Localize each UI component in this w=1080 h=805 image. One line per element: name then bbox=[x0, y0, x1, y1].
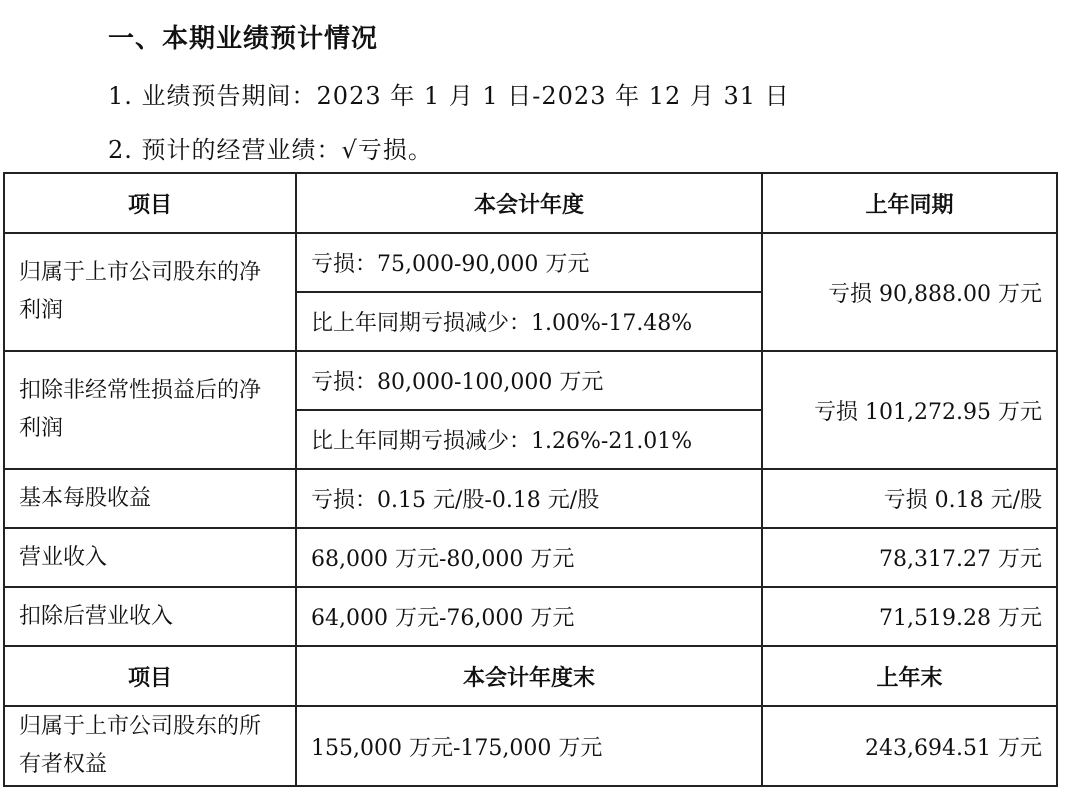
header2-prior-year-end: 上年末 bbox=[762, 646, 1057, 706]
forecast-result: 2. 预计的经营业绩：√亏损。 bbox=[108, 136, 433, 164]
eps-current: 亏损：0.15 元/股-0.18 元/股 bbox=[296, 469, 762, 528]
row-label-net-profit: 归属于上市公司股东的净利润 bbox=[4, 233, 296, 351]
performance-forecast-table bbox=[3, 172, 1058, 787]
eps-prior: 亏损 0.18 元/股 bbox=[762, 469, 1057, 528]
adjusted-revenue-current: 64,000 万元-76,000 万元 bbox=[296, 587, 762, 646]
table-row bbox=[4, 587, 1057, 646]
table-row bbox=[4, 469, 1057, 528]
equity-prior: 243,694.51 万元 bbox=[762, 706, 1057, 786]
header-item: 项目 bbox=[4, 173, 296, 233]
table-header-row bbox=[4, 173, 1057, 233]
table-row bbox=[4, 233, 1057, 292]
forecast-period: 1. 业绩预告期间：2023 年 1 月 1 日-2023 年 12 月 31 日 bbox=[108, 82, 790, 110]
header2-current-year-end: 本会计年度末 bbox=[296, 646, 762, 706]
table-row bbox=[4, 706, 1057, 786]
header2-item: 项目 bbox=[4, 646, 296, 706]
net-profit-current-loss: 亏损：75,000-90,000 万元 bbox=[296, 233, 762, 292]
net-profit-current-change: 比上年同期亏损减少：1.00%-17.48% bbox=[296, 292, 762, 351]
section-heading: 一、本期业绩预计情况 bbox=[108, 24, 379, 54]
revenue-current: 68,000 万元-80,000 万元 bbox=[296, 528, 762, 587]
row-label-adjusted-net-profit: 扣除非经常性损益后的净利润 bbox=[4, 351, 296, 469]
row-label-adjusted-revenue: 扣除后营业收入 bbox=[4, 587, 296, 646]
adjusted-revenue-prior: 71,519.28 万元 bbox=[762, 587, 1057, 646]
adjusted-profit-current-loss: 亏损：80,000-100,000 万元 bbox=[296, 351, 762, 410]
table-row bbox=[4, 528, 1057, 587]
equity-current: 155,000 万元-175,000 万元 bbox=[296, 706, 762, 786]
row-label-eps: 基本每股收益 bbox=[4, 469, 296, 528]
row-label-equity: 归属于上市公司股东的所有者权益 bbox=[4, 706, 296, 786]
header-current-year: 本会计年度 bbox=[296, 173, 762, 233]
header-prior-year: 上年同期 bbox=[762, 173, 1057, 233]
adjusted-profit-current-change: 比上年同期亏损减少：1.26%-21.01% bbox=[296, 410, 762, 469]
net-profit-prior: 亏损 90,888.00 万元 bbox=[762, 233, 1057, 351]
row-label-revenue: 营业收入 bbox=[4, 528, 296, 587]
revenue-prior: 78,317.27 万元 bbox=[762, 528, 1057, 587]
adjusted-profit-prior: 亏损 101,272.95 万元 bbox=[762, 351, 1057, 469]
table-row bbox=[4, 351, 1057, 410]
table-header-row-2 bbox=[4, 646, 1057, 706]
